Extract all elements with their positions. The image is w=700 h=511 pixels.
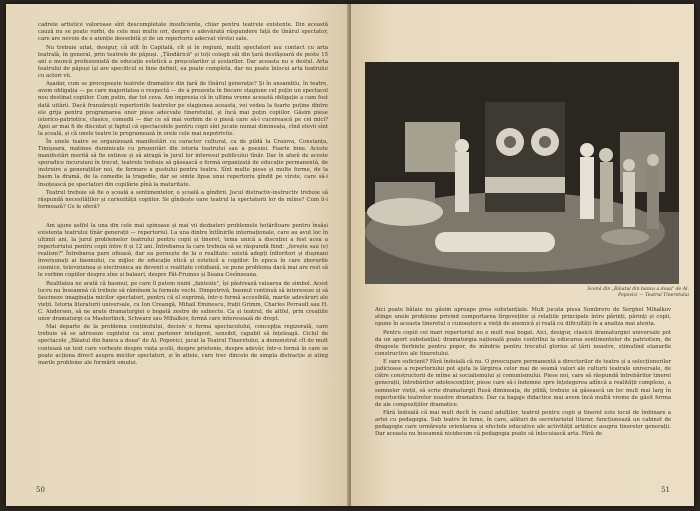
paragraph: Fără îndoială că mai mult decît în cazul adulților, teatrul pentru copii și tineret este locul de îmbinare a artei cu pedagogia. Sub teatre în lume, în care, alături de secretariatul literar, funcționează un cabinet de pedagogie care urmărește orientarea și efectele educative ale activității artistice asupra tinerelor generații. Dar aceasta nu înseamnă nicidecum că pedagogia poate să înlocuiască arta. Fără de (375, 410, 671, 438)
paragraph: cadrele artistice valoroase sînt descompletate insuficiente, chiar pentru teatrele existente. Din această cauză nu se poate vorbi, de cele mai multe ori, despre o adevărată răspundere față de tînărul spectator, care are nevoie de o atenție deosebită și de un repertoriu adecvat vîrstei sale. (38, 22, 328, 43)
paragraph: Teatrul trebuie să fie o școală a sentimentelor, o școală a gîndirii. Jocul distractiv-instructiv trebuie să răspundă necesităților și curiozității copiilor. Se gîndește oare teatrul la spectatorii lor de mîine? Cum îi-i formează? Ce le oferă? (38, 190, 328, 211)
left-text-column (38, 22, 328, 368)
right-page (351, 4, 694, 506)
paragraph: Aici poate bătaie nu găsim aproape prea substanțiale. Mult jucata piesa Sombrero de Serghei Mihalkov atinge unele probleme privind comportarea tîrgoveților și relațiile principale între părinți, părinți și copii, opune în aceasta tineretul o cunoaștere a vieții de anemică și reală cu dificultăți în a analiza mai atenta. (375, 307, 671, 328)
paragraph: Așadar, cum se procopsește teatrele dramatice din țară de tînărul generație? Și în ansamblu, în teatre, avem obligația — pe care majoritatea o respectă — de a prezenta în fiecare stagiune cel puțin un spectacol nou destinat copiilor. Cum putin, dar tot ceva. Am impresia că în ultima vreme această obligație a cam fost dată uitării. Dacă frunzărești repertoriile teatrelor pe stagiunea aceasta, vei vedea la foarte puține dintre ele grija pentru programarea unor piese adecvate tineretului, și încă mai puțin copiilor. Găsim piese istorico-patriotice, clasice, comedii — dar ce să mai vorbim de o piesă care să-i cucerească pe cei mici? Apoi ar mai fi de discutat și faptul că spectacolele pentru copii sînt jucate numai dimineața, cînd elevii sînt la școală, și că unele teatre le programează în orele cele mai nepotrivite. (38, 81, 328, 137)
book-spread (6, 4, 694, 506)
paragraph: Realitatea ne arată că basmul, pe care îl putem numi „fantezie", își păstrează valoarea de simbol. Acest lucru nu înseamnă că trebuie să rămînem la formele vechi. Dimpotrivă, basmul continuă să intereseze și să fascineze imaginația micilor spectatori, pentru că el exprimă, într-o formă accesibilă, marile adevăruri ale vieții. Istoria literaturii universale, cu Ion Creangă, Mihail Eminescu, frații Grimm, Charles Perrault sau H. C. Andersen, să ne arate dramaturgiei o bogată zestre de subiecte. Ca și teatrul, de altfel, prin creațiile unor dramaturgi ca Maeterlinck, Schwarz sau Mihalkov, formă care interesează de drept. (38, 280, 328, 322)
theatre-scene-photo (365, 62, 679, 284)
paragraph: Nu trebuie uitat, desigur, că atît în Capitală, cît și în regiuni, mulți spectatori iau contact cu arta teatrală, în general, prin teatrele de păpuși. „Țăndărică" și toți colegii săi din țară desfășoară de peste 15 ani o muncă profesionistă de educație estetică a preșcolarilor și școlarilor. Dar aceasta nu e destul. Arta teatrului de păpuși își are specificul ei bine definit, ea poate completa, dar nu poate înlocui arta teatrului cu actori vii. (38, 44, 328, 79)
paragraph: Pentru copiii cei mari repertoriul nu e mult mai bogat. Aici, desigur, clasicii dramaturgiei universale pot da un aport substanțial; dramaturgia națională poate contribui la educarea sentimentelor de patriotism, de dragoste fierbinte pentru popor, de mîndrie pentru trecutul glorios al țării noastre, stimulînd elanurile constructive ale tineretului. (375, 329, 671, 357)
paragraph: Mai departe de la problema conținutului, decisiv e forma spectacolului, concepția regizorală, care trebuie să se adreseze copilului ca unui partener inteligent, sensibil, capabil să înțeleagă. Ciclul de spectacole „Băiatul din banca a doua" de Al. Popovici, jucat la Teatrul Tineretului, a demonstrat cît de mult contează un text care vorbește despre viața școlii, despre prietenie, despre adevăr, într-o formă în care se poate acționa direct asupra micilor spectatori, și în altele, care trec dincolo de simpla distracție și ating marile probleme ale formării omului. (38, 324, 328, 366)
photo-caption: Scenă din „Băiatul din banca a doua" de Al. Popovici — Teatrul Tineretului (587, 287, 689, 298)
scene-illustration (365, 62, 679, 284)
page-number: 50 (36, 486, 45, 494)
paragraph: E oare suficient? Fără îndoială că nu. O preocupare permanentă a directorilor de teatre și a selecționerilor judicioase a repertoriului pot ajuta la lărgirea celor mai de seamă valori ale culturii teatrale universale, de către constructorii de mîine ai socialismului și comunismului. Piese noi, care să răspundă întrebărilor tinerei generații, întrebărilor adolescenților, piese care să-i îndemne spre înțelegerea adîncă a realității complexe, a semnelor vieții, să scrie dramaturgii Rusă dimineața, de pildă, trebuie să găsească un loc mult mai larg în repertoriile teatrelor noastre dramatice. Dar ca bagaje didactice mai avem încă multă vreme de găsit forma de ale compozițiilor dramatice. (375, 359, 671, 408)
paragraph: Am ajuns astfel la una din cele mai spinoase și mai vii dezbateri problemele hotărîtoare pentru însăși existența teatrului tînăr generații — repertoriul. La una dintre întîlnirile internaționale, care au avut loc în ultimii ani, la jurul problemelor teatrului pentru copii și tineret, tema unică a discuției a fost acea a repertoriului pentru copii între 6 și 12 ani. Întrebarea la care trebuia să se răspundă fiind: „ferește sau (e) realism?" Întrebarea pare ofioasă, dar ea pornește de la o realitate: există adepți înfloritori și dușmani înverșunați ai basmului, ca mijloc de educație etică și estetică a copiilor. În epoca în care zborurile cosmice, televiziunea și electronica au devenit o realitate cotidiană, se pune problema dacă mai are rost să le vorbim copiilor despre zîne și balauri, despre Făt-Frumos și Ileana Cosînzeana. (38, 222, 328, 279)
left-page (6, 4, 349, 506)
section-gap (38, 213, 328, 223)
page-number: 51 (661, 486, 670, 494)
right-text-column (375, 307, 671, 440)
paragraph: În unele teatre se organizează manifestări cu caracter cultural, ca de pildă la Craiova, Constanța, Timișoara, matinee duminicale cu prezentări din istoria teatrului sau a poeziei. Foarte bine. Aceste manifestări merită să fie extinse și să atragă în jurul lor interesul publicului tînăr. Dar în afară de aceste sporadice incursiuni în trecut, teatrele trebuie să găsească o formă organizată de educație permanentă, de instruire a generațiilor noi, de formare a gustului pentru teatru. Sînt multe piese și multe forme, de la basm la dramă, de la comedie la tragedie, dar se simte lipsa unui repertoriu gîndit pe vîrste, care să-i însoțească pe spectatori din copilărie pînă la maturitate. (38, 139, 328, 188)
